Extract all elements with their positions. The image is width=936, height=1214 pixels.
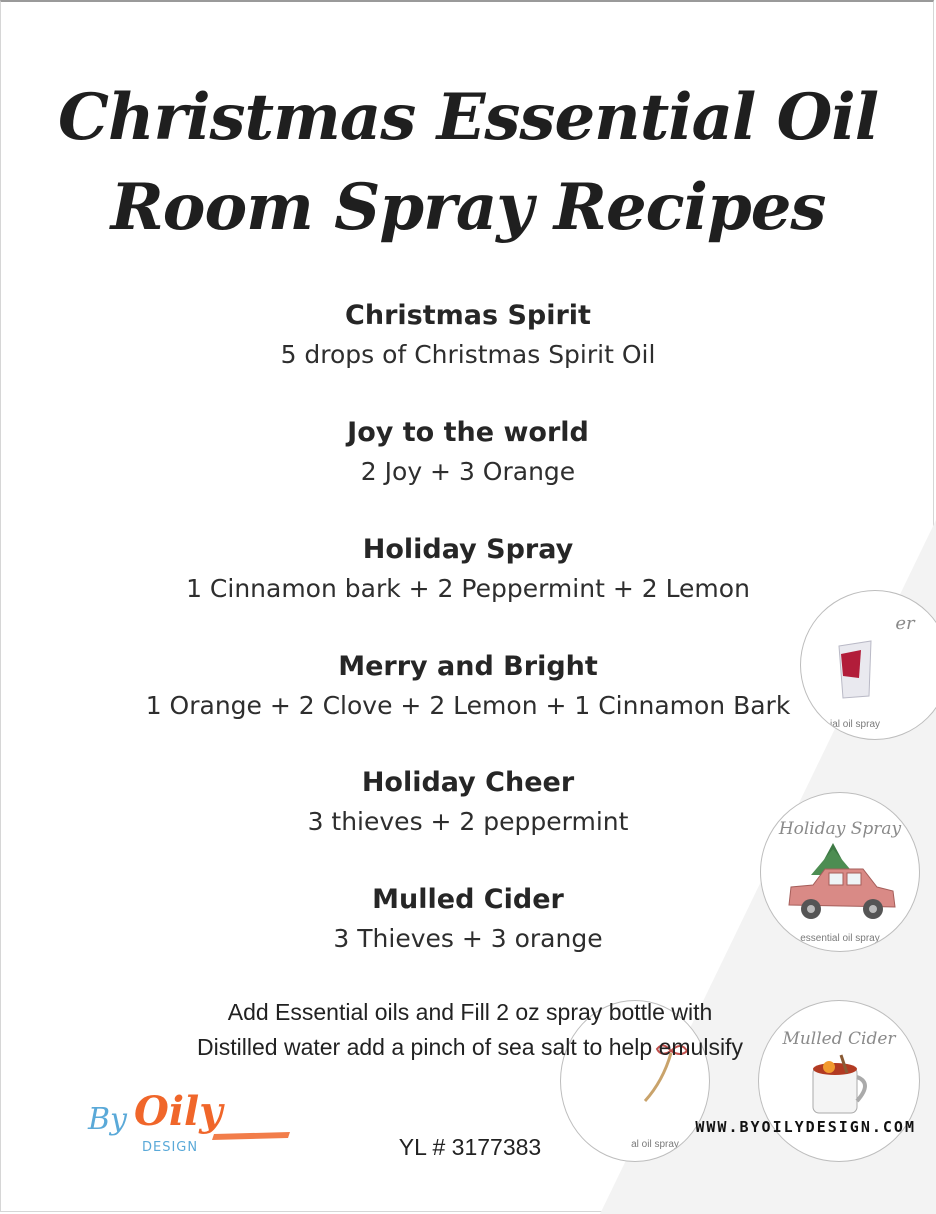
sticker-holiday-spray-subtitle: essential oil spray [800,933,880,944]
byoily-logo [84,1088,294,1168]
sticker-bottom-left-subtitle: al oil spray [631,1139,679,1150]
title-line-1: Christmas Essential Oil [58,80,878,155]
sticker-holiday-spray-title: Holiday Spray [778,819,902,839]
logo-oily-text: Oily [134,1088,223,1135]
sticker-top-title: er [895,613,915,634]
recipe-description: 2 Joy + 3 Orange [360,457,576,486]
sticker-top-subtitle: ial oil spray [829,719,881,730]
recipe-name: Joy to the world [347,417,589,448]
recipe-name: Holiday Spray [362,534,574,565]
recipe-name: Holiday Cheer [361,767,575,798]
yl-number: YL # 3177383 [398,1134,542,1160]
recipe-name: Mulled Cider [372,884,564,915]
sticker-holiday-spray [760,792,920,952]
recipe-description: 5 drops of Christmas Spirit Oil [280,340,656,369]
instructions-text: Add Essential oils and Fill 2 oz spray bottle with Distilled water add a pinch of sea salt to help emulsify [197,999,743,1060]
sticker-mulled-cider [758,1000,920,1162]
recipe-description: 1 Cinnamon bark + 2 Peppermint + 2 Lemon [186,574,750,603]
logo-by-text: By [88,1102,127,1137]
glass-icon [831,636,881,706]
recipe-name: Merry and Bright [338,651,598,682]
recipe-description: 1 Orange + 2 Clove + 2 Lemon + 1 Cinnamon Bark [145,691,791,720]
car-with-tree-icon [781,841,901,931]
recipe-description: 3 Thieves + 3 orange [333,924,603,953]
website-url[interactable]: WWW.BYOILYDESIGN.COM [695,1118,916,1136]
logo-design-text: DESIGN [142,1140,199,1155]
recipe-description: 3 thieves + 2 peppermint [307,807,629,836]
sticker-mulled-cider-title: Mulled Cider [782,1029,896,1049]
recipe-name: Christmas Spirit [345,300,591,331]
title-line-2: Room Spray Recipes [110,170,826,245]
